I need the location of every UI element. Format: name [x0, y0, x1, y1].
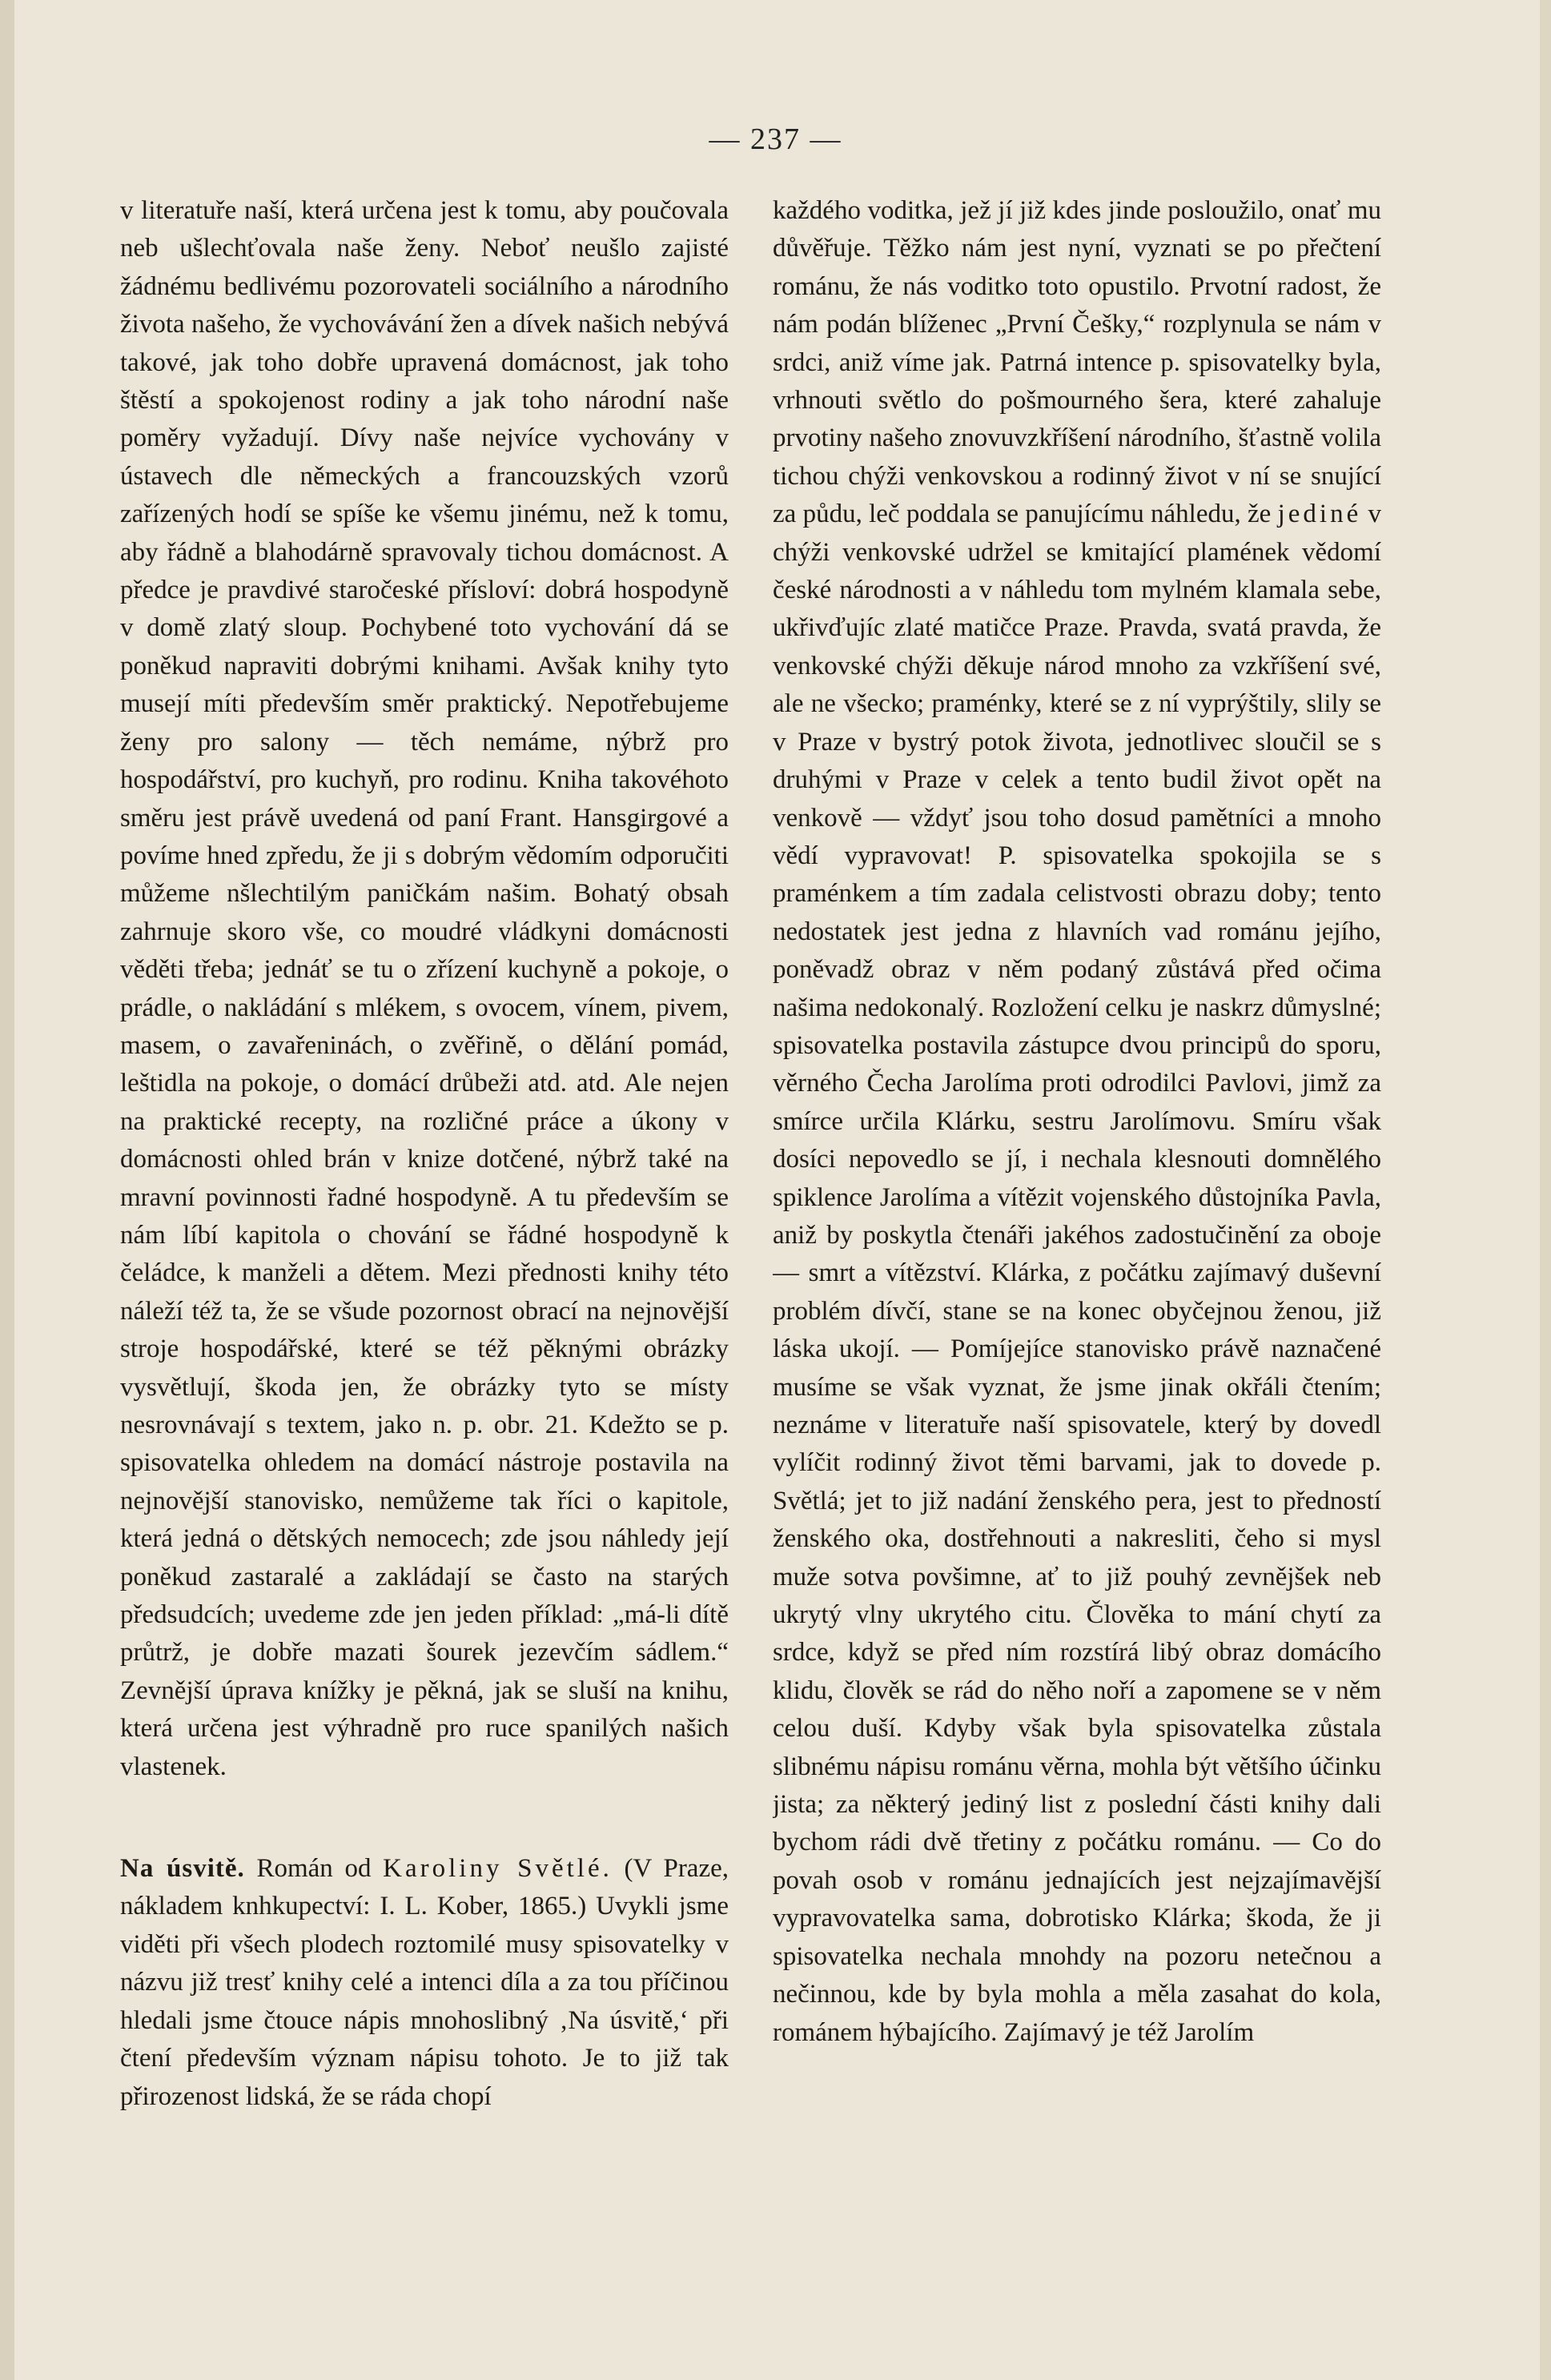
right-text-part-a: každého voditka, jež jí již kdes jinde posloužilo, onať mu důvěřuje. Těžko nám jest nyní, vyznati se po přečtení románu, že nás voditko toto opustilo. Prvotní radost, že nám podán blíženec „První Češky,“ rozplynula se nám v srdci, aniž víme jak. Patrná intence p. spisovatelky byla, vrhnouti světlo do pošmourného šera, které zahaluje prvotiny našeho znovuvzkříšení národního, šťastně volila tichou chýži venkovskou a rodinný život v ní se snující za půdu, leč poddala se panujícímu náhledu, že: [773, 196, 1381, 529]
right-paragraph: [773, 192, 1381, 2052]
left-paragraph-book-review-continuation: v literatuře naší, která určena jest k tomu, aby poučovala neb ušlechťovala naše ženy. Neboť neušlo zajisté žádnému bedlivému pozorovateli sociálního a národního života našeho, že vychovávání žen a dívek našich nebývá takové, jak toho dobře upravená domácnost, jak toho štěstí a spokojenost rodiny a jak toho národní naše poměry vyžadují. Dívy naše nejvíce vychovány v ústavech dle německých a francouzských vzorů zařízených hodí se spíše ke všemu jinému, než k tomu, aby řádně a blahodárně spravovaly tichou domácnost. A předce je pravdivé staročeské přísloví: dobrá hospodyně v domě zlatý sloup. Pochybené toto vychování dá se poněkud napraviti dobrými knihami. Avšak knihy tyto musejí míti především směr praktický. Nepotřebujeme ženy pro salony — těch nemáme, nýbrž pro hospodářství, pro kuchyň, pro rodinu. Kniha takovéhoto směru jest právě uvedená od paní Frant. Hansgirgové a povíme hned zpředu, že ji s dobrým vědomím odporučiti můžeme nšlechtilým paničkám našim. Bohatý obsah zahrnuje skoro vše, co moudré vládkyni domácnosti věděti třeba; jednáť se tu o zřízení kuchyně a pokoje, o prádle, o nakládání s mlékem, s ovocem, vínem, pivem, masem, o zavařeninách, o zvěřině, o dělání pomád, leštidla na pokoje, o domácí drůbeži atd. atd. Ale nejen na praktické recepty, na rozličné práce a úkony v domácnosti ohled brán v knize dotčené, nýbrž také na mravní povinnosti řadné hospodyně. A tu především se nám líbí kapitola o chování se řádné hospodyně k čeládce, k manželi a dětem. Mezi přednosti knihy této náleží též ta, že se všude pozornost obrací na nejnovější stroje hospodářské, které se též pěknými obrázky vysvětlují, škoda jen, že obrázky tyto se místy nesrovnávají s textem, jako n. p. obr. 21. Kdežto se p. spisovatelka ohledem na domácí nástroje postavila na nejnovější stanovisko, nemůžeme tak říci o kapitole, která jedná o dětských nemocech; zde jsou náhledy její poněkud zastaralé a zakládají se často na starých předsudcích; uvedeme zde jen jeden příklad: „má-li dítě průtrž, je dobře mazati šourek jezevčím sádlem.“ Zevnější úprava knížky je pěkná, jak se sluší na knihu, která určena jest výhradně pro ruce spanilých našich vlastenek.: [120, 196, 729, 1781]
page-number: — 237 —: [709, 122, 842, 156]
review-author: Karoliny Světlé.: [383, 1854, 613, 1884]
right-column: [773, 192, 1381, 2306]
left-column: [120, 192, 729, 2306]
review-intro: Román od: [244, 1854, 384, 1884]
review-title: Na úsvitě.: [120, 1854, 245, 1884]
emphasized-word: jediné: [1277, 500, 1362, 529]
left-paragraph-na-usvite-review: [120, 1850, 729, 2116]
right-text-part-b: v chýži venkovské udržel se kmitající plamének vědomí české národnosti a v náhledu tom mylném klamala sebe, ukřivďujíc zlaté matičce Praze. Pravda, svatá pravda, že venkovské chýži děkuje národ mnoho za vzkříšení své, ale ne všecko; praménky, které se z ní vyprýštily, slily se v Praze v bystrý potok života, jednotlivec sloučil se s druhými v Praze v celek a tento budil život opět na venkově — vždyť jsou toho dosud pamětníci a mnoho vědí vypravovat! P. spisovatelka spokojila se s praménkem a tím zadala celistvosti obrazu doby; tento nedostatek jest jedna z hlavních vad románu jejího, poněvadž obraz v něm podaný zůstává před očima našima nedokonalý. Rozložení celku je naskrz důmyslné; spisovatelka postavila zástupce dvou principů do sporu, věrného Čecha Jarolíma proti odrodilci Pavlovi, jimž za smírce určila Klárku, sestru Jarolímovu. Smíru však dosíci nepovedlo se jí, i nechala klesnouti domnělého spiklence Jarolíma a vítězit vojenského důstojníka Pavla, aniž by poskytla čtenáři jakéhos zadostučinění za oboje — smrt a vítězství. Klárka, z počátku zajímavý duševní problém dívčí, stane se na konec obyčejnou ženou, již láska ukojí. — Pomíjejíce stanovisko právě naznačené musíme se však vyznat, že jsme jinak okřáli čtením; neznáme v literatuře naší spisovatele, který by dovedl vylíčit rodinný život těmi barvami, jak to dovede p. Světlá; jet to již nadání ženského pera, jest to předností ženského oka, dostřehnouti a nakresliti, čeho si mysl muže sotva povšimne, ať to již pouhý zevnějšek neb ukrytý vlny ukrytého citu. Člověka to mání chytí za srdce, když se před ním rozstírá libý obraz domácího klidu, člověk se rád do něho noří a zapomene se v něm celou duší. Kdyby však byla spisovatelka zůstala slibnému nápisu románu věrna, mohla být většího účinku jista; za některý jediný list z poslední části knihy dali bychom rádi dvě třetiny z počátku románu. — Co do povah osob v románu jednajících jest nejzajímavější vypravovatelka sama, dobrotisko Klárka; škoda, že ji spisovatelka nechala mnohdy na pozoru netečnou a nečinnou, kde by byla mohla a měla zasahat do kola, románem hýbajícího. Zajímavý je též Jarolím: [773, 500, 1381, 2047]
review-body: (V Praze, nákladem knhkupectví: I. L. Kober, 1865.) Uvykli jsme viděti při všech plodech roztomilé musy spisovatelky v názvu již tresť knihy celé a intenci díla a za tou příčinou hledali jsme čtouce nápis mnohoslibný ‚Na úsvitě,‘ při čtení především význam nápisu tohoto. Je to již tak přirozenost lidská, že se ráda chopí: [120, 1854, 729, 2111]
section-gap: [120, 1786, 729, 1850]
